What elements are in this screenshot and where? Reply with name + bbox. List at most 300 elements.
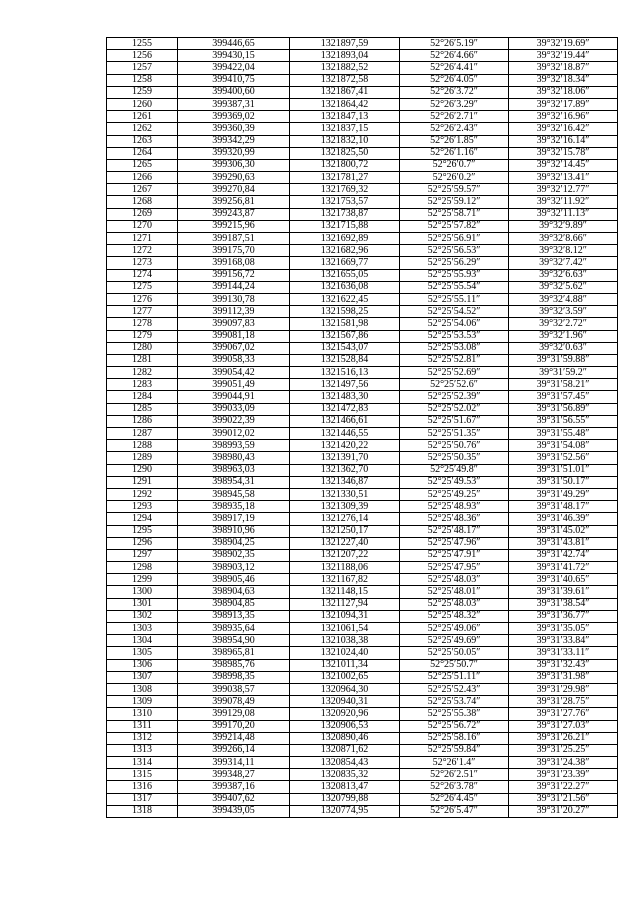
x-coordinate-cell: 399051,49 <box>178 379 290 391</box>
point-number-cell: 1269 <box>107 208 178 220</box>
y-coordinate-cell: 1321769,32 <box>290 184 400 196</box>
latitude-cell: 52°26′2.51″ <box>400 769 509 781</box>
longitude-cell: 39°31′27.76″ <box>509 708 618 720</box>
y-coordinate-cell: 1321847,13 <box>290 111 400 123</box>
point-number-cell: 1292 <box>107 488 178 500</box>
y-coordinate-cell: 1321682,96 <box>290 245 400 257</box>
latitude-cell: 52°25′50.05″ <box>400 647 509 659</box>
point-number-cell: 1255 <box>107 38 178 50</box>
x-coordinate-cell: 399266,14 <box>178 744 290 756</box>
point-number-cell: 1309 <box>107 696 178 708</box>
table-row <box>107 671 618 683</box>
y-coordinate-cell: 1321330,51 <box>290 488 400 500</box>
table-row <box>107 123 618 135</box>
point-number-cell: 1299 <box>107 574 178 586</box>
latitude-cell: 52°25′49.06″ <box>400 623 509 635</box>
longitude-cell: 39°32′16.96″ <box>509 111 618 123</box>
y-coordinate-cell: 1320774,95 <box>290 805 400 817</box>
table-row <box>107 147 618 159</box>
longitude-cell: 39°31′45.02″ <box>509 525 618 537</box>
longitude-cell: 39°31′43.81″ <box>509 537 618 549</box>
table-row <box>107 549 618 561</box>
x-coordinate-cell: 398965,81 <box>178 647 290 659</box>
longitude-cell: 39°31′57.45″ <box>509 391 618 403</box>
y-coordinate-cell: 1320890,46 <box>290 732 400 744</box>
table-row <box>107 184 618 196</box>
table-row <box>107 732 618 744</box>
y-coordinate-cell: 1321362,70 <box>290 464 400 476</box>
point-number-cell: 1310 <box>107 708 178 720</box>
point-number-cell: 1315 <box>107 769 178 781</box>
y-coordinate-cell: 1321800,72 <box>290 159 400 171</box>
x-coordinate-cell: 399320,99 <box>178 147 290 159</box>
point-number-cell: 1290 <box>107 464 178 476</box>
x-coordinate-cell: 398917,19 <box>178 513 290 525</box>
point-number-cell: 1317 <box>107 793 178 805</box>
longitude-cell: 39°32′6.63″ <box>509 269 618 281</box>
point-number-cell: 1295 <box>107 525 178 537</box>
y-coordinate-cell: 1320854,43 <box>290 757 400 769</box>
latitude-cell: 52°26′0.7″ <box>400 159 509 171</box>
x-coordinate-cell: 399407,62 <box>178 793 290 805</box>
table-row <box>107 683 618 695</box>
point-number-cell: 1313 <box>107 744 178 756</box>
y-coordinate-cell: 1321753,57 <box>290 196 400 208</box>
point-number-cell: 1266 <box>107 172 178 184</box>
table-row <box>107 537 618 549</box>
table-row <box>107 476 618 488</box>
longitude-cell: 39°31′33.84″ <box>509 635 618 647</box>
point-number-cell: 1308 <box>107 683 178 695</box>
table-row <box>107 574 618 586</box>
x-coordinate-cell: 399038,57 <box>178 683 290 695</box>
y-coordinate-cell: 1321011,34 <box>290 659 400 671</box>
x-coordinate-cell: 398902,35 <box>178 549 290 561</box>
table-row <box>107 403 618 415</box>
y-coordinate-cell: 1321167,82 <box>290 574 400 586</box>
table-row <box>107 623 618 635</box>
x-coordinate-cell: 399342,29 <box>178 135 290 147</box>
latitude-cell: 52°26′2.43″ <box>400 123 509 135</box>
x-coordinate-cell: 399175,70 <box>178 245 290 257</box>
point-number-cell: 1268 <box>107 196 178 208</box>
y-coordinate-cell: 1321148,15 <box>290 586 400 598</box>
x-coordinate-cell: 399215,96 <box>178 220 290 232</box>
table-row <box>107 428 618 440</box>
longitude-cell: 39°31′52.56″ <box>509 452 618 464</box>
point-number-cell: 1273 <box>107 257 178 269</box>
latitude-cell: 52°25′50.7″ <box>400 659 509 671</box>
x-coordinate-cell: 399400,60 <box>178 86 290 98</box>
latitude-cell: 52°25′49.8″ <box>400 464 509 476</box>
longitude-cell: 39°32′18.06″ <box>509 86 618 98</box>
table-row <box>107 220 618 232</box>
longitude-cell: 39°31′49.29″ <box>509 488 618 500</box>
x-coordinate-cell: 398910,96 <box>178 525 290 537</box>
point-number-cell: 1282 <box>107 367 178 379</box>
longitude-cell: 39°32′8.66″ <box>509 233 618 245</box>
y-coordinate-cell: 1321837,15 <box>290 123 400 135</box>
point-number-cell: 1302 <box>107 610 178 622</box>
y-coordinate-cell: 1321581,98 <box>290 318 400 330</box>
y-coordinate-cell: 1321669,77 <box>290 257 400 269</box>
table-row <box>107 696 618 708</box>
y-coordinate-cell: 1321446,55 <box>290 428 400 440</box>
point-number-cell: 1263 <box>107 135 178 147</box>
y-coordinate-cell: 1321692,89 <box>290 233 400 245</box>
point-number-cell: 1305 <box>107 647 178 659</box>
longitude-cell: 39°32′5.62″ <box>509 281 618 293</box>
longitude-cell: 39°31′56.55″ <box>509 415 618 427</box>
longitude-cell: 39°32′17.89″ <box>509 98 618 110</box>
longitude-cell: 39°31′55.48″ <box>509 428 618 440</box>
latitude-cell: 52°26′0.2″ <box>400 172 509 184</box>
latitude-cell: 52°25′58.16″ <box>400 732 509 744</box>
y-coordinate-cell: 1321543,07 <box>290 342 400 354</box>
table-row <box>107 233 618 245</box>
table-row <box>107 659 618 671</box>
table-row <box>107 62 618 74</box>
latitude-cell: 52°25′55.54″ <box>400 281 509 293</box>
x-coordinate-cell: 398935,18 <box>178 501 290 513</box>
point-number-cell: 1270 <box>107 220 178 232</box>
latitude-cell: 52°25′53.74″ <box>400 696 509 708</box>
latitude-cell: 52°25′59.12″ <box>400 196 509 208</box>
table-row <box>107 330 618 342</box>
point-number-cell: 1261 <box>107 111 178 123</box>
table-row <box>107 440 618 452</box>
x-coordinate-cell: 398998,35 <box>178 671 290 683</box>
table-row <box>107 513 618 525</box>
y-coordinate-cell: 1320906,53 <box>290 720 400 732</box>
latitude-cell: 52°25′59.84″ <box>400 744 509 756</box>
table-row <box>107 488 618 500</box>
point-number-cell: 1314 <box>107 757 178 769</box>
table-row <box>107 208 618 220</box>
point-number-cell: 1267 <box>107 184 178 196</box>
x-coordinate-cell: 399067,02 <box>178 342 290 354</box>
x-coordinate-cell: 399446,65 <box>178 38 290 50</box>
latitude-cell: 52°26′4.66″ <box>400 50 509 62</box>
longitude-cell: 39°31′24.38″ <box>509 757 618 769</box>
point-number-cell: 1300 <box>107 586 178 598</box>
y-coordinate-cell: 1321309,39 <box>290 501 400 513</box>
table-row <box>107 708 618 720</box>
longitude-cell: 39°32′2.72″ <box>509 318 618 330</box>
x-coordinate-cell: 399290,63 <box>178 172 290 184</box>
latitude-cell: 52°25′50.35″ <box>400 452 509 464</box>
latitude-cell: 52°25′51.11″ <box>400 671 509 683</box>
latitude-cell: 52°25′52.81″ <box>400 354 509 366</box>
y-coordinate-cell: 1321250,17 <box>290 525 400 537</box>
table-body <box>107 38 618 818</box>
point-number-cell: 1262 <box>107 123 178 135</box>
latitude-cell: 52°25′48.03″ <box>400 574 509 586</box>
longitude-cell: 39°32′0.63″ <box>509 342 618 354</box>
y-coordinate-cell: 1320920,96 <box>290 708 400 720</box>
point-number-cell: 1285 <box>107 403 178 415</box>
longitude-cell: 39°32′19.69″ <box>509 38 618 50</box>
point-number-cell: 1289 <box>107 452 178 464</box>
latitude-cell: 52°25′47.96″ <box>400 537 509 549</box>
y-coordinate-cell: 1321864,42 <box>290 98 400 110</box>
latitude-cell: 52°25′52.02″ <box>400 403 509 415</box>
longitude-cell: 39°31′50.17″ <box>509 476 618 488</box>
longitude-cell: 39°32′14.45″ <box>509 159 618 171</box>
longitude-cell: 39°31′41.72″ <box>509 562 618 574</box>
latitude-cell: 52°25′56.91″ <box>400 233 509 245</box>
x-coordinate-cell: 399156,72 <box>178 269 290 281</box>
x-coordinate-cell: 399033,09 <box>178 403 290 415</box>
longitude-cell: 39°31′46.39″ <box>509 513 618 525</box>
longitude-cell: 39°31′35.05″ <box>509 623 618 635</box>
latitude-cell: 52°26′3.29″ <box>400 98 509 110</box>
table-row <box>107 720 618 732</box>
longitude-cell: 39°32′18.34″ <box>509 74 618 86</box>
point-number-cell: 1291 <box>107 476 178 488</box>
point-number-cell: 1283 <box>107 379 178 391</box>
latitude-cell: 52°25′48.32″ <box>400 610 509 622</box>
latitude-cell: 52°26′2.71″ <box>400 111 509 123</box>
point-number-cell: 1279 <box>107 330 178 342</box>
x-coordinate-cell: 399369,02 <box>178 111 290 123</box>
y-coordinate-cell: 1321636,08 <box>290 281 400 293</box>
table-row <box>107 196 618 208</box>
point-number-cell: 1281 <box>107 354 178 366</box>
latitude-cell: 52°25′51.67″ <box>400 415 509 427</box>
longitude-cell: 39°31′40.65″ <box>509 574 618 586</box>
x-coordinate-cell: 398993,59 <box>178 440 290 452</box>
longitude-cell: 39°32′12.77″ <box>509 184 618 196</box>
latitude-cell: 52°25′53.08″ <box>400 342 509 354</box>
table-row <box>107 647 618 659</box>
point-number-cell: 1316 <box>107 781 178 793</box>
longitude-cell: 39°32′8.12″ <box>509 245 618 257</box>
x-coordinate-cell: 399144,24 <box>178 281 290 293</box>
latitude-cell: 52°25′57.82″ <box>400 220 509 232</box>
y-coordinate-cell: 1320813,47 <box>290 781 400 793</box>
latitude-cell: 52°25′52.69″ <box>400 367 509 379</box>
longitude-cell: 39°31′23.39″ <box>509 769 618 781</box>
y-coordinate-cell: 1321516,13 <box>290 367 400 379</box>
table-row <box>107 135 618 147</box>
longitude-cell: 39°31′39.61″ <box>509 586 618 598</box>
y-coordinate-cell: 1321872,58 <box>290 74 400 86</box>
y-coordinate-cell: 1321832,10 <box>290 135 400 147</box>
x-coordinate-cell: 399243,87 <box>178 208 290 220</box>
y-coordinate-cell: 1321061,54 <box>290 623 400 635</box>
latitude-cell: 52°25′54.06″ <box>400 318 509 330</box>
x-coordinate-cell: 399054,42 <box>178 367 290 379</box>
table-row <box>107 111 618 123</box>
latitude-cell: 52°25′54.52″ <box>400 306 509 318</box>
latitude-cell: 52°26′5.47″ <box>400 805 509 817</box>
latitude-cell: 52°25′47.95″ <box>400 562 509 574</box>
x-coordinate-cell: 398905,46 <box>178 574 290 586</box>
point-number-cell: 1277 <box>107 306 178 318</box>
x-coordinate-cell: 399422,04 <box>178 62 290 74</box>
x-coordinate-cell: 399078,49 <box>178 696 290 708</box>
longitude-cell: 39°31′48.17″ <box>509 501 618 513</box>
longitude-cell: 39°31′59.88″ <box>509 354 618 366</box>
longitude-cell: 39°32′3.59″ <box>509 306 618 318</box>
y-coordinate-cell: 1320799,88 <box>290 793 400 805</box>
table-row <box>107 245 618 257</box>
longitude-cell: 39°32′7.42″ <box>509 257 618 269</box>
y-coordinate-cell: 1321715,88 <box>290 220 400 232</box>
x-coordinate-cell: 398945,58 <box>178 488 290 500</box>
point-number-cell: 1297 <box>107 549 178 561</box>
point-number-cell: 1306 <box>107 659 178 671</box>
x-coordinate-cell: 399439,05 <box>178 805 290 817</box>
y-coordinate-cell: 1320835,32 <box>290 769 400 781</box>
x-coordinate-cell: 399130,78 <box>178 293 290 305</box>
longitude-cell: 39°31′42.74″ <box>509 549 618 561</box>
latitude-cell: 52°25′48.17″ <box>400 525 509 537</box>
longitude-cell: 39°31′25.25″ <box>509 744 618 756</box>
y-coordinate-cell: 1321038,38 <box>290 635 400 647</box>
longitude-cell: 39°31′59.2″ <box>509 367 618 379</box>
point-number-cell: 1296 <box>107 537 178 549</box>
table-row <box>107 805 618 817</box>
x-coordinate-cell: 399097,83 <box>178 318 290 330</box>
y-coordinate-cell: 1321024,40 <box>290 647 400 659</box>
latitude-cell: 52°26′5.19″ <box>400 38 509 50</box>
x-coordinate-cell: 398963,03 <box>178 464 290 476</box>
y-coordinate-cell: 1321227,40 <box>290 537 400 549</box>
y-coordinate-cell: 1321781,27 <box>290 172 400 184</box>
x-coordinate-cell: 399081,18 <box>178 330 290 342</box>
y-coordinate-cell: 1321466,61 <box>290 415 400 427</box>
y-coordinate-cell: 1320940,31 <box>290 696 400 708</box>
x-coordinate-cell: 399270,84 <box>178 184 290 196</box>
latitude-cell: 52°25′47.91″ <box>400 549 509 561</box>
point-number-cell: 1294 <box>107 513 178 525</box>
y-coordinate-cell: 1321897,59 <box>290 38 400 50</box>
table-row <box>107 744 618 756</box>
point-number-cell: 1298 <box>107 562 178 574</box>
x-coordinate-cell: 398954,31 <box>178 476 290 488</box>
latitude-cell: 52°26′1.4″ <box>400 757 509 769</box>
table-row <box>107 306 618 318</box>
y-coordinate-cell: 1320964,30 <box>290 683 400 695</box>
point-number-cell: 1264 <box>107 147 178 159</box>
latitude-cell: 52°25′48.03″ <box>400 598 509 610</box>
point-number-cell: 1260 <box>107 98 178 110</box>
longitude-cell: 39°31′28.75″ <box>509 696 618 708</box>
table-row <box>107 281 618 293</box>
longitude-cell: 39°31′33.11″ <box>509 647 618 659</box>
x-coordinate-cell: 399214,48 <box>178 732 290 744</box>
point-number-cell: 1258 <box>107 74 178 86</box>
y-coordinate-cell: 1321472,83 <box>290 403 400 415</box>
y-coordinate-cell: 1320871,62 <box>290 744 400 756</box>
table-row <box>107 379 618 391</box>
latitude-cell: 52°26′4.05″ <box>400 74 509 86</box>
point-number-cell: 1287 <box>107 428 178 440</box>
latitude-cell: 52°25′52.43″ <box>400 683 509 695</box>
point-number-cell: 1312 <box>107 732 178 744</box>
point-number-cell: 1272 <box>107 245 178 257</box>
point-number-cell: 1265 <box>107 159 178 171</box>
y-coordinate-cell: 1321094,31 <box>290 610 400 622</box>
table-row <box>107 354 618 366</box>
longitude-cell: 39°31′29.98″ <box>509 683 618 695</box>
latitude-cell: 52°25′58.71″ <box>400 208 509 220</box>
x-coordinate-cell: 399168,08 <box>178 257 290 269</box>
latitude-cell: 52°25′53.53″ <box>400 330 509 342</box>
x-coordinate-cell: 399129,08 <box>178 708 290 720</box>
longitude-cell: 39°31′58.21″ <box>509 379 618 391</box>
table-row <box>107 501 618 513</box>
x-coordinate-cell: 399430,15 <box>178 50 290 62</box>
table-row <box>107 172 618 184</box>
point-number-cell: 1259 <box>107 86 178 98</box>
longitude-cell: 39°31′32.43″ <box>509 659 618 671</box>
point-number-cell: 1293 <box>107 501 178 513</box>
latitude-cell: 52°25′52.39″ <box>400 391 509 403</box>
table-row <box>107 159 618 171</box>
longitude-cell: 39°32′19.44″ <box>509 50 618 62</box>
y-coordinate-cell: 1321276,14 <box>290 513 400 525</box>
latitude-cell: 52°25′51.35″ <box>400 428 509 440</box>
latitude-cell: 52°25′56.53″ <box>400 245 509 257</box>
point-number-cell: 1307 <box>107 671 178 683</box>
latitude-cell: 52°25′48.01″ <box>400 586 509 598</box>
longitude-cell: 39°32′13.41″ <box>509 172 618 184</box>
y-coordinate-cell: 1321567,86 <box>290 330 400 342</box>
point-number-cell: 1303 <box>107 623 178 635</box>
latitude-cell: 52°25′50.76″ <box>400 440 509 452</box>
longitude-cell: 39°31′22.27″ <box>509 781 618 793</box>
point-number-cell: 1286 <box>107 415 178 427</box>
point-number-cell: 1278 <box>107 318 178 330</box>
table-row <box>107 318 618 330</box>
y-coordinate-cell: 1321207,22 <box>290 549 400 561</box>
x-coordinate-cell: 398913,35 <box>178 610 290 622</box>
table-row <box>107 74 618 86</box>
x-coordinate-cell: 398935,64 <box>178 623 290 635</box>
x-coordinate-cell: 398980,43 <box>178 452 290 464</box>
x-coordinate-cell: 399170,20 <box>178 720 290 732</box>
y-coordinate-cell: 1321002,65 <box>290 671 400 683</box>
y-coordinate-cell: 1321497,56 <box>290 379 400 391</box>
x-coordinate-cell: 399314,11 <box>178 757 290 769</box>
longitude-cell: 39°31′51.01″ <box>509 464 618 476</box>
longitude-cell: 39°31′26.21″ <box>509 732 618 744</box>
latitude-cell: 52°26′3.78″ <box>400 781 509 793</box>
y-coordinate-cell: 1321346,87 <box>290 476 400 488</box>
table-row <box>107 293 618 305</box>
longitude-cell: 39°31′38.54″ <box>509 598 618 610</box>
y-coordinate-cell: 1321738,87 <box>290 208 400 220</box>
point-number-cell: 1256 <box>107 50 178 62</box>
x-coordinate-cell: 399022,39 <box>178 415 290 427</box>
y-coordinate-cell: 1321483,30 <box>290 391 400 403</box>
x-coordinate-cell: 399306,30 <box>178 159 290 171</box>
longitude-cell: 39°32′16.14″ <box>509 135 618 147</box>
table-row <box>107 586 618 598</box>
latitude-cell: 52°25′49.69″ <box>400 635 509 647</box>
longitude-cell: 39°31′27.03″ <box>509 720 618 732</box>
point-number-cell: 1318 <box>107 805 178 817</box>
longitude-cell: 39°31′20.27″ <box>509 805 618 817</box>
longitude-cell: 39°32′9.89″ <box>509 220 618 232</box>
table-row <box>107 98 618 110</box>
longitude-cell: 39°32′15.78″ <box>509 147 618 159</box>
y-coordinate-cell: 1321188,06 <box>290 562 400 574</box>
longitude-cell: 39°31′56.89″ <box>509 403 618 415</box>
